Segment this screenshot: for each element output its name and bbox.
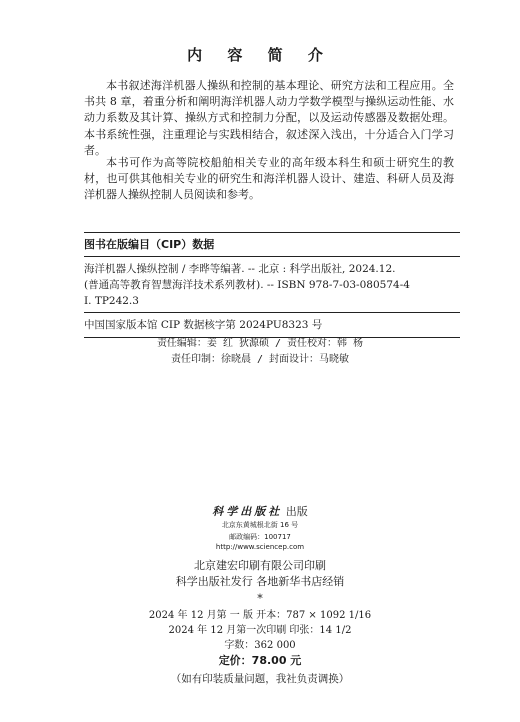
- edition-line: 2024 年 12 月第 一 版 开本：787 × 1092 1/16: [148, 610, 372, 621]
- publisher-logo-text: 科学出版社: [212, 505, 283, 518]
- summary-paragraph-1: 本书叙述海洋机器人操纵和控制的基本理论、研究方法和工程应用。全书共 8 章，着重分析和阐明海洋机器人动力学数学模型与操纵运动性能、水动力系数及其计算、操纵方式和控制力分配，以及运动传感器及数据处理。本书系统性强，注重理论与实践相结合，叙述深入浅出，十分适合入门学习者。: [84, 79, 454, 157]
- distribution: 科学出版社发行 各地新华书店经销: [175, 575, 345, 588]
- cip-body: [84, 257, 460, 310]
- cip-block: [84, 232, 460, 338]
- credits-editors: 责任编辑：姜 红 狄源硕 / 责任校对：韩 杨: [156, 338, 364, 349]
- publisher-postcode: 邮政编码：100717: [229, 533, 291, 541]
- cip-heading: 图书在版编目（CIP）数据: [84, 233, 460, 257]
- credits-production: 责任印制：徐晓晨 / 封面设计：马晓敏: [170, 354, 350, 365]
- summary-title: 内 容 简 介: [187, 46, 333, 64]
- publisher-name: [0, 503, 520, 519]
- printing-line: 2024 年 12 月第一次印刷 印张：14 1/2: [168, 625, 352, 636]
- cip-line-3: Ⅰ. TP242.3: [84, 295, 139, 308]
- publisher-address: 北京东黄城根北街 16 号: [221, 521, 299, 529]
- summary-paragraph-2: 本书可作为高等院校船舶相关专业的高年级本科生和硕士研究生的教材，也可供其他相关专业的研究生和海洋机器人设计、建造、科研人员及海洋机器人操纵控制人员阅读和参考。: [84, 156, 454, 202]
- publisher-name-suffix: 出版: [285, 505, 308, 518]
- cip-record-number: 中国国家版本馆 CIP 数据核字第 2024PU8323 号: [84, 312, 460, 337]
- word-count: 字数：362 000: [224, 640, 296, 651]
- printer: 北京建宏印刷有限公司印刷: [194, 559, 326, 572]
- separator-star: *: [257, 592, 263, 605]
- publisher-website: http://www.sciencep.com: [215, 543, 305, 551]
- price: 定价：78.00 元: [218, 654, 302, 667]
- cip-line-2: (普通高等教育智慧海洋技术系列教材). -- ISBN 978-7-03-080574-4: [84, 279, 410, 292]
- quality-notice: （如有印装质量问题，我社负责调换）: [170, 673, 350, 685]
- cip-line-1: 海洋机器人操纵控制 / 李晔等编著. -- 北京 : 科学出版社, 2024.12.: [84, 263, 396, 275]
